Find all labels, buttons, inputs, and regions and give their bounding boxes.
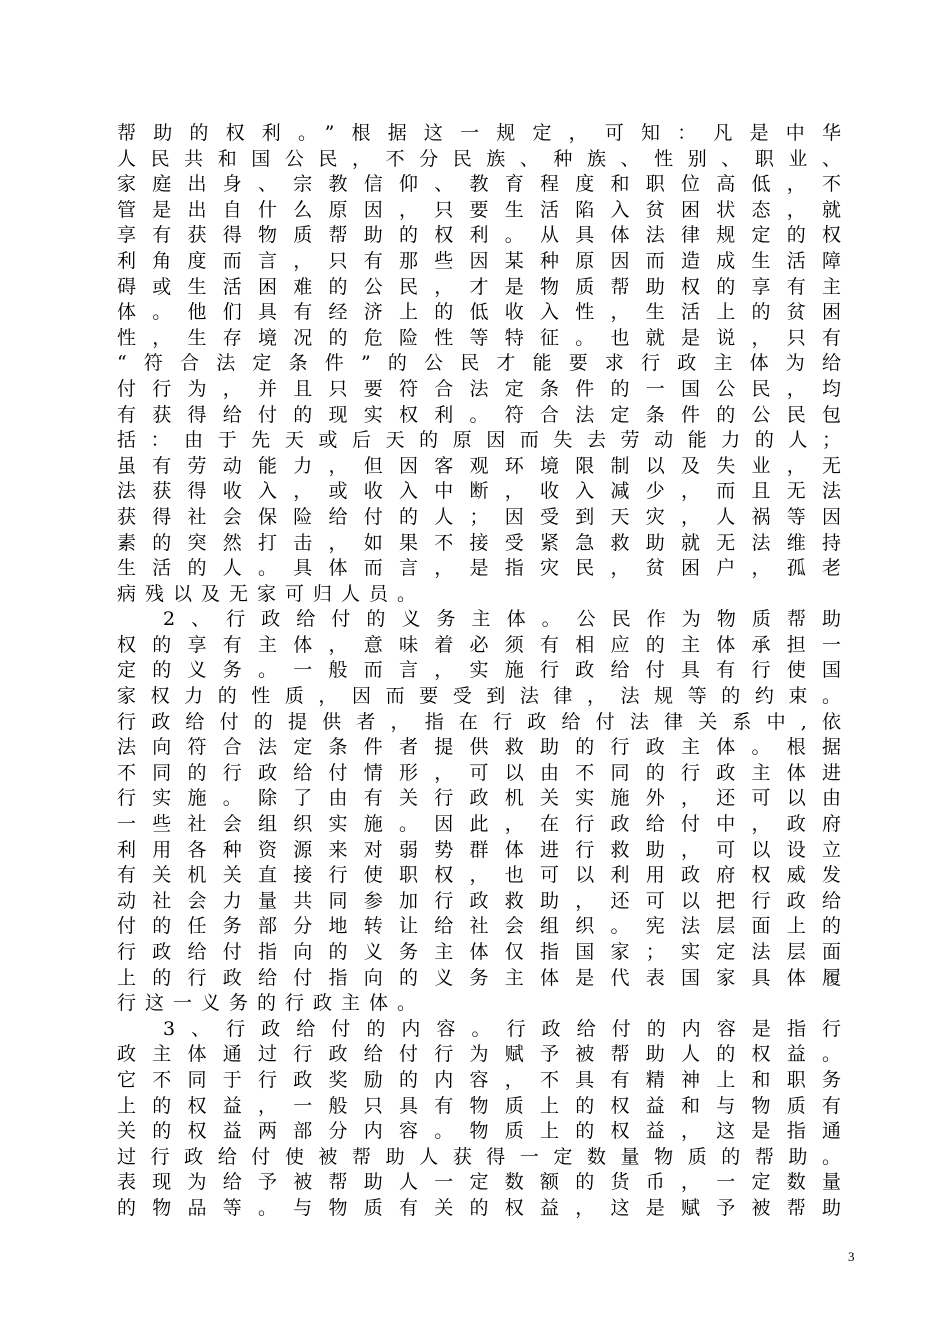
text-line: 碍或生活困难的公民，才是物质帮助权的享有主	[117, 275, 841, 298]
text-line: “符合法定条件”的公民才能要求行政主体为给	[117, 352, 841, 375]
text-line: 政主体通过行政给付行为赋予被帮助人的权益。	[117, 1043, 841, 1066]
paragraph-start-line: 3、行政给付的内容。行政给付的内容是指行	[163, 1017, 841, 1040]
text-line: 的物品等。与物质有关的权益，这是赋予被帮助	[117, 1196, 841, 1219]
text-line: 付的任务部分地转让给社会组织。宪法层面上的	[117, 915, 841, 938]
text-line: 虽有劳动能力，但因客观环境限制以及失业，无	[117, 454, 841, 477]
text-line: 性，生存境况的危险性等特征。也就是说，只有	[117, 326, 841, 349]
body-text	[117, 121, 841, 1222]
text-line: 家庭出身、宗教信仰、教育程度和职位高低，不	[117, 173, 841, 196]
text-line: 它不同于行政奖励的内容，不具有精神上和职务	[117, 1068, 841, 1091]
text-line: 利角度而言，只有那些因某种原因而造成生活障	[117, 249, 841, 272]
text-line: 定的义务。一般而言，实施行政给付具有行使国	[117, 659, 841, 682]
text-line: 上的权益，一般只具有物质上的权益和与物质有	[117, 1094, 841, 1117]
text-line: 有关机关直接行使职权，也可以利用政府权威发	[117, 864, 841, 887]
text-line: 行政给付指向的义务主体仅指国家；实定法层面	[117, 941, 841, 963]
text-line: 家权力的性质，因而要受到法律，法规等的约束。	[117, 685, 841, 708]
text-line: 素的突然打击，如果不接受紧急救助就无法维持	[117, 531, 841, 554]
text-line: 人民共和国公民，不分民族、种族、性别、职业、	[117, 147, 841, 170]
text-line: 生活的人。具体而言，是指灾民，贫困户，孤老	[117, 557, 841, 580]
paragraph-start-line: 2、行政给付的义务主体。公民作为物质帮助	[163, 608, 841, 631]
text-line: 付行为，并且只要符合法定条件的一国公民，均	[117, 377, 841, 400]
text-line: 管是出自什么原因，只要生活陷入贫困状态，就	[117, 198, 841, 221]
text-line: 法向符合法定条件者提供救助的行政主体。根据	[117, 736, 841, 759]
text-line: 关的权益两部分内容。物质上的权益，这是指通	[117, 1120, 841, 1143]
paragraph-end-line: 行这一义务的行政主体。	[117, 992, 426, 1015]
text-line: 一些社会组织实施。因此，在行政给付中，政府	[117, 813, 841, 836]
text-line: 行政给付的提供者，指在行政给付法律关系中,依	[117, 710, 841, 733]
text-line: 享有获得物质帮助的权利。从具体法律规定的权	[117, 224, 841, 247]
text-line: 体。他们具有经济上的低收入性，生活上的贫困	[117, 301, 841, 324]
text-line: 不同的行政给付情形，可以由不同的行政主体进	[117, 761, 841, 784]
text-line: 有获得给付的现实权利。符合法定条件的公民包	[117, 403, 841, 426]
text-line: 权的享有主体，意味着必须有相应的主体承担一	[117, 633, 841, 656]
text-line: 括：由于先天或后天的原因而失去劳动能力的人；	[117, 429, 841, 452]
paragraph-end-line: 病残以及无家可归人员。	[117, 582, 426, 605]
text-line: 帮助的权利。”根据这一规定，可知：凡是中华	[117, 122, 841, 144]
text-line: 过行政给付使被帮助人获得一定数量物质的帮助。	[117, 1145, 841, 1168]
text-line: 行实施。除了由有关行政机关实施外，还可以由	[117, 787, 841, 810]
text-line: 表现为给予被帮助人一定数额的货币，一定数量	[117, 1171, 841, 1194]
text-line: 上的行政给付指向的义务主体是代表国家具体履	[117, 966, 841, 989]
text-line: 动社会力量共同参加行政救助，还可以把行政给	[117, 889, 841, 912]
text-line: 法获得收入，或收入中断，收入减少，而且无法	[117, 480, 841, 503]
text-line: 获得社会保险给付的人；因受到天灾，人祸等因	[117, 505, 841, 528]
page-number: 3	[848, 1249, 855, 1264]
text-line: 利用各种资源来对弱势群体进行救助，可以设立	[117, 838, 841, 861]
